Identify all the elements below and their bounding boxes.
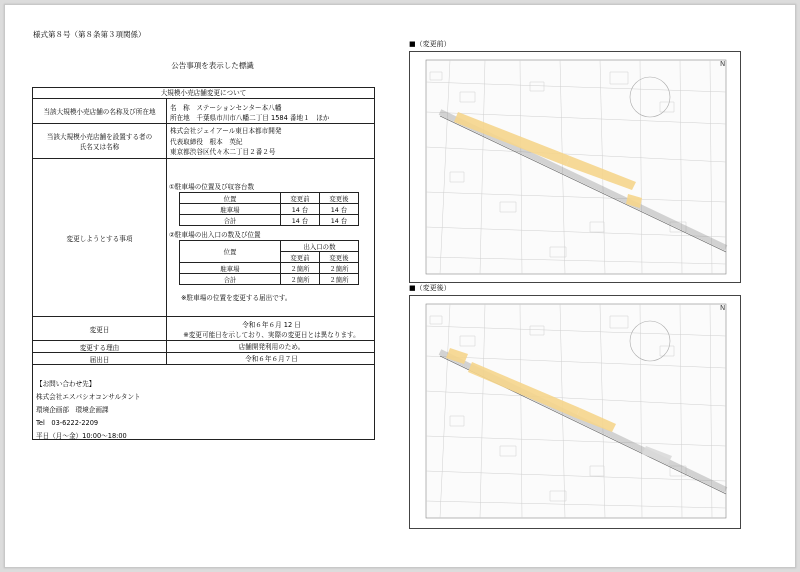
t1-header-after: 変更後 bbox=[320, 193, 359, 204]
map-after bbox=[409, 295, 741, 529]
change-date-note: ※変更可能日を示しており、実際の変更日とは異なります。 bbox=[183, 331, 360, 339]
t2-cell: ２箇所 bbox=[281, 274, 320, 285]
map-after-label: ■（変更後） bbox=[409, 284, 451, 292]
filed-row bbox=[33, 353, 374, 365]
t1-header-position: 位置 bbox=[180, 193, 281, 204]
t2-header-group: 出入口の数 bbox=[281, 241, 359, 252]
svg-text:N: N bbox=[720, 60, 726, 68]
t1-cell: 14 台 bbox=[320, 215, 359, 226]
change-date: 令和６年６月 12 日 bbox=[242, 321, 301, 329]
reason-row bbox=[33, 341, 374, 353]
table-header-row bbox=[33, 88, 374, 99]
reason-value: 店舗開発利用のため。 bbox=[238, 343, 305, 351]
t2-cell: ２箇所 bbox=[320, 274, 359, 285]
t2-cell: ２箇所 bbox=[320, 263, 359, 274]
table-row bbox=[180, 215, 359, 226]
contact-company: 株式会社エスパシオコンサルタント bbox=[36, 393, 141, 401]
t1-cell: 14 台 bbox=[281, 215, 320, 226]
filed-date: 令和６年６月７日 bbox=[245, 355, 298, 363]
map-before-label: ■（変更前） bbox=[409, 40, 451, 48]
contact-title: 【お問い合わせ先】 bbox=[36, 380, 96, 388]
owner-company: 株式会社ジェイアール東日本都市開発 bbox=[170, 127, 282, 135]
t2-cell: 駐車場 bbox=[180, 263, 281, 274]
svg-text:N: N bbox=[720, 304, 726, 312]
parking-entrance-table bbox=[179, 240, 359, 285]
document-page bbox=[4, 4, 796, 568]
t1-header-before: 変更前 bbox=[281, 193, 320, 204]
notice-table bbox=[32, 87, 375, 440]
t2-header-after: 変更後 bbox=[320, 252, 359, 263]
t2-header-before: 変更前 bbox=[281, 252, 320, 263]
change-row-label: 変更しようとする事項 bbox=[33, 159, 167, 316]
map-before-drawing bbox=[410, 52, 740, 282]
t1-cell: 駐車場 bbox=[180, 204, 281, 215]
parking-capacity-table bbox=[179, 192, 359, 226]
t1-cell: 14 台 bbox=[281, 204, 320, 215]
date-row-label: 変更日 bbox=[33, 317, 167, 340]
t1-cell: 14 台 bbox=[320, 204, 359, 215]
owner-row bbox=[33, 124, 374, 159]
filed-row-label: 届出日 bbox=[33, 353, 167, 364]
form-number: 様式第８号（第８条第３項関係） bbox=[33, 30, 146, 39]
map-after-drawing bbox=[410, 296, 740, 528]
contact-hours: 平日（月～金）10:00～18:00 bbox=[36, 432, 127, 440]
date-row bbox=[33, 317, 374, 341]
table-row bbox=[180, 204, 359, 215]
t2-cell: ２箇所 bbox=[281, 263, 320, 274]
store-row-label: 当該大規模小売店舗の名称及び所在地 bbox=[33, 99, 167, 123]
owner-representative: 代表取締役 根本 英紀 bbox=[170, 137, 243, 146]
store-name: 名 称 ステーションセンター本八幡 bbox=[170, 104, 282, 112]
owner-row-label bbox=[33, 124, 167, 158]
store-row bbox=[33, 99, 374, 124]
owner-label-line2: 氏名又は名称 bbox=[79, 143, 120, 151]
contact-block bbox=[36, 378, 141, 443]
change-note: ※駐車場の位置を変更する届出です。 bbox=[181, 294, 292, 302]
change-row bbox=[33, 159, 374, 317]
document-title: 公告事項を表示した標識 bbox=[171, 61, 254, 70]
section1-title: ①駐車場の位置及び収容台数 bbox=[169, 183, 255, 191]
table-row bbox=[180, 263, 359, 274]
reason-row-label: 変更する理由 bbox=[33, 341, 167, 352]
store-address: 所在地 千葉県市川市八幡二丁目 1584 番地１ ほか bbox=[170, 114, 330, 122]
section2-title: ②駐車場の出入口の数及び位置 bbox=[169, 231, 261, 239]
map-before bbox=[409, 51, 741, 283]
t1-cell: 合計 bbox=[180, 215, 281, 226]
contact-dept: 環境企画部 環境企画課 bbox=[36, 406, 109, 414]
owner-address: 東京都渋谷区代々木二丁目２番２号 bbox=[170, 148, 276, 156]
owner-label-line1: 当該大規模小売店舗を設置する者の bbox=[46, 133, 153, 141]
table-row bbox=[180, 274, 359, 285]
contact-tel: Tel 03-6222-2209 bbox=[36, 419, 99, 427]
table-header: 大規模小売店舗変更について bbox=[160, 89, 247, 97]
t2-header-position: 位置 bbox=[180, 241, 281, 263]
t2-cell: 合計 bbox=[180, 274, 281, 285]
